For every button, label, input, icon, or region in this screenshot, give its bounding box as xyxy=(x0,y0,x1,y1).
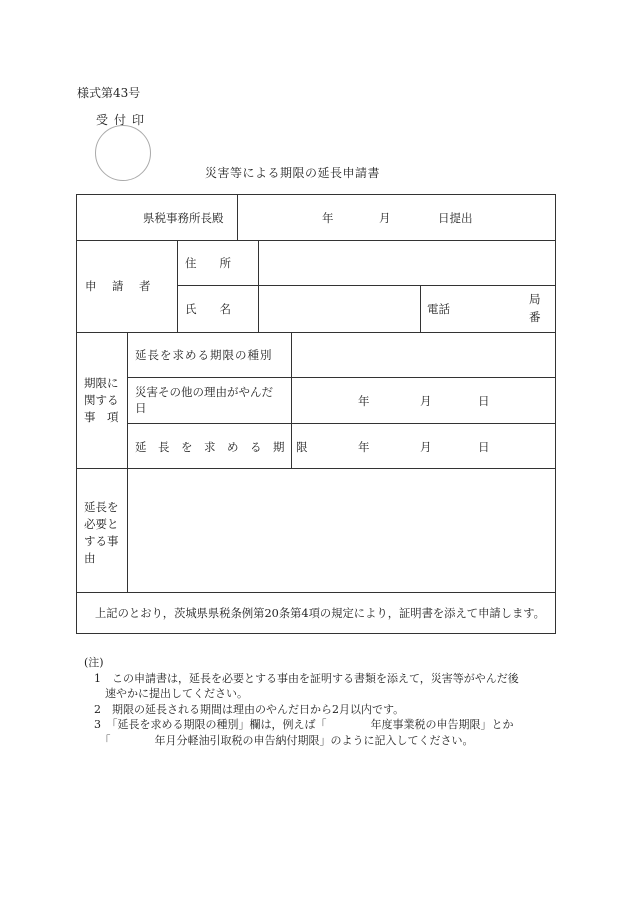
reason-ended-year: 年 xyxy=(358,394,370,408)
submit-day-label: 日提出 xyxy=(438,211,473,225)
stamp-label: 受付印 xyxy=(96,113,151,127)
submit-year-label: 年 xyxy=(322,211,334,225)
application-form-table xyxy=(76,194,556,634)
col-divider xyxy=(177,240,178,332)
row-divider xyxy=(127,423,555,424)
reason-ended-label: 災害その他の理由がやんだ xyxy=(135,385,273,399)
address-label: 住 所 xyxy=(185,256,231,270)
addressee-label: 県税事務所長殿 xyxy=(143,211,224,225)
reason-ended-day: 日 xyxy=(478,394,490,408)
reason-ended-label-cont: 日 xyxy=(135,401,147,415)
phone-exchange-label: 局 xyxy=(529,292,541,306)
phone-number-label: 番 xyxy=(529,310,541,324)
note-line: 「 年月分軽油引取税の申告納付期限」のように記入してください。 xyxy=(94,733,474,747)
requested-month: 月 xyxy=(420,440,432,454)
document-title: 災害等による期限の延長申請書 xyxy=(205,166,381,180)
requested-year: 年 xyxy=(358,440,370,454)
col-divider xyxy=(127,332,128,592)
requested-day: 日 xyxy=(478,440,490,454)
notes-header: (注) xyxy=(84,656,104,669)
deadline-type-label: 延長を求める期限の種別 xyxy=(135,348,273,362)
notes-section xyxy=(84,655,519,748)
note-line: 2 期限の延長される期間は理由のやんだ日から2月以内です。 xyxy=(94,702,405,716)
requested-deadline-label: 延 長 を 求 め る 期 限 xyxy=(135,440,308,454)
extension-reason-label: 延長を 必要と する事 由 xyxy=(84,500,119,565)
reception-stamp-circle xyxy=(95,125,151,181)
applicant-label: 申 請 者 xyxy=(85,279,153,293)
row-divider xyxy=(77,240,555,241)
col-divider xyxy=(420,285,421,332)
row-divider xyxy=(177,285,555,286)
declaration-text: 上記のとおり，茨城県県税条例第20条第4項の規定により，証明書を添えて申請します。 xyxy=(95,607,545,620)
note-line: 速やかに提出してください。 xyxy=(94,687,248,700)
note-line: 1 この申請書は，延長を必要とする事由を証明する書類を添えて，災害等がやんだ後 xyxy=(94,671,519,685)
deadline-matters-label: 期限に 関する 事 項 xyxy=(84,376,119,424)
col-divider xyxy=(237,195,238,240)
row-divider xyxy=(77,332,555,333)
phone-label: 電話 xyxy=(427,302,450,316)
name-label: 氏 名 xyxy=(185,302,231,316)
col-divider xyxy=(258,240,259,332)
reason-ended-month: 月 xyxy=(420,394,432,408)
row-divider xyxy=(77,468,555,469)
submit-month-label: 月 xyxy=(379,211,391,225)
row-divider xyxy=(77,592,555,593)
note-line: 3 「延長を求める期限の種別」欄は，例えば「 年度事業税の申告期限」とか xyxy=(94,718,514,731)
form-number: 様式第43号 xyxy=(77,86,141,100)
row-divider xyxy=(127,377,555,378)
